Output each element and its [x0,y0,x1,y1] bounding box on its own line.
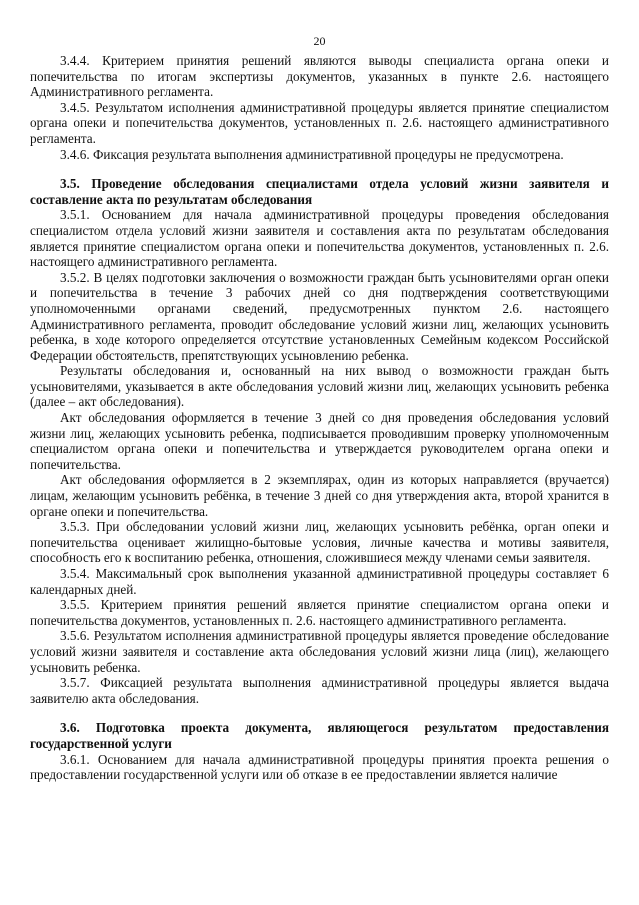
paragraph-3-6-1: 3.6.1. Основанием для начала административной процедуры принятия проекта решения о предоставлении государственной услуги или об отказе в ее предоставлении является наличие [30,751,609,783]
page-number: 20 [313,34,326,48]
paragraph-3-4-5: 3.4.5. Результатом исполнения административной процедуры является принятие специалистом органа опеки и попечительства документов, установленных п. 2.6. настоящего административного регламента. [30,99,609,146]
paragraph-3-5-1: 3.5.1. Основанием для начала административной процедуры проведения обследования специалистом отдела условий жизни заявителя и составления акта по результатам обследования является принятие специалистом органа опеки и попечительства документов, установленных п. 2.6. настоящего административного регламента. [30,207,609,270]
paragraph-3-5-6: 3.5.6. Результатом исполнения административной процедуры является проведение обследование условий жизни заявителя и составление акта обследования условий жизни лица (лиц), желающего усыновить ребенка. [30,628,609,675]
section-spacer [30,706,609,720]
paragraph-3-4-6: 3.4.6. Фиксация результата выполнения административной процедуры не предусмотрена. [60,146,564,162]
paragraph-results: Результаты обследования и, основанный на них вывод о возможности граждан быть усыновителями, указывается в акте обследования условий жизни лиц, желающих усыновить ребенка (далее – акт обследования). [30,363,609,410]
section-heading-3-5: 3.5. Проведение обследования специалистами отдела условий жизни заявителя и составление акта по результатам обследования [30,176,609,207]
paragraph-3-5-5: 3.5.5. Критерием принятия решений является принятие специалистом органа опеки и попечительства документов, установленных п. 2.6. настоящего административного регламента. [30,597,609,628]
paragraph-3-4-4: 3.4.4. Критерием принятия решений являются выводы специалиста органа опеки и попечительства по итогам экспертизы документов, указанных в пункте 2.6. настоящего Административного регламента. [30,53,609,100]
paragraph-3-5-2: 3.5.2. В целях подготовки заключения о возможности граждан быть усыновителями орган опеки и попечительства в течение 3 рабочих дней со дня подтверждения соответствующими уполномоченными органами сведений, предусмотренных пунктом 2.6. настоящего Административного регламента, проводит обследование условий жизни лиц, желающих усыновить ребенка, в ходе которого определяется отсутствие установленных Семейным кодексом Российской Федерации обстоятельств, препятствующих усыновлению ребенка. [30,269,609,363]
section-heading-3-6: 3.6. Подготовка проекта документа, являющегося результатом предоставления государственной услуги [30,720,609,751]
paragraph-3-5-3: 3.5.3. При обследовании условий жизни лиц, желающих усыновить ребёнка, орган опеки и попечительства оценивает жилищно-бытовые условия, личные качества и мотивы заявителя, способность его к воспитанию ребенка, отношения, сложившиеся между членами семьи заявителя. [30,519,609,566]
paragraph-3-5-4: 3.5.4. Максимальный срок выполнения указанной административной процедуры составляет 6 календарных дней. [30,566,609,597]
section-spacer [30,162,609,176]
paragraph-act-prepared: Акт обследования оформляется в течение 3 дней со дня проведения обследования условий жизни лиц, желающих усыновить ребенка, подписывается проводившим проверку уполномоченным специалистом органа опеки и попечительства и утверждается руководителем органа опеки и попечительства. [30,410,609,472]
paragraph-act-copies: Акт обследования оформляется в 2 экземплярах, один из которых направляется (вручается) лицам, желающим усыновить ребёнка, в течение 3 дней со дня утверждения акта, второй хранится в органе опеки и попечительства. [30,472,609,519]
paragraph-3-5-7: 3.5.7. Фиксацией результата выполнения административной процедуры является выдача заявителю акта обследования. [30,675,609,706]
